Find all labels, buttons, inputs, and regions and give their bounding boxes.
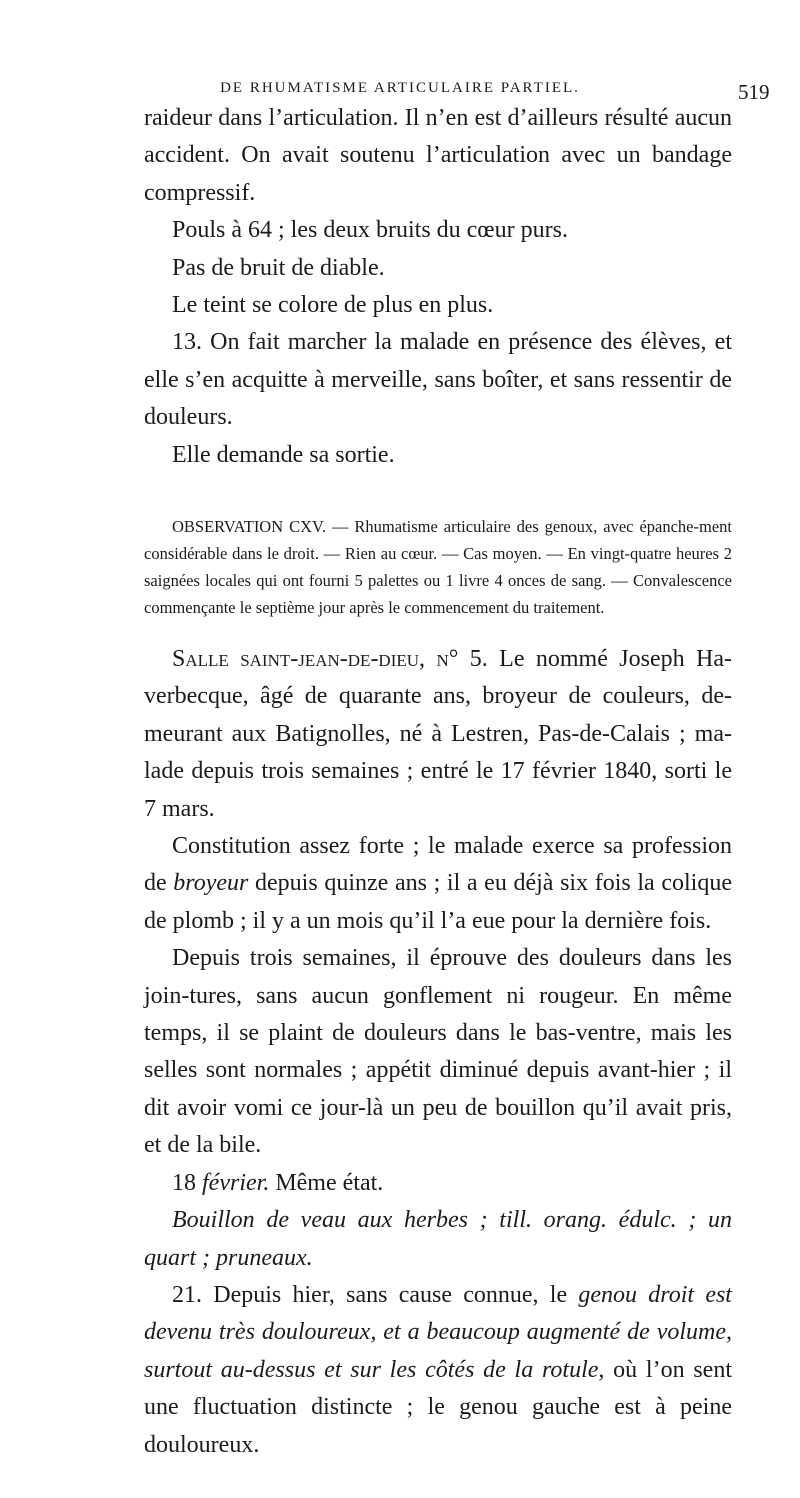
continuation-paragraph: raideur dans l’articulation. Il n’en est d’ailleurs résulté aucun accident. On avait soutenu l’articulation avec un bandage compressif.	[144, 105, 732, 206]
bruit-line: Pas de bruit de diable.	[172, 254, 385, 281]
day-21-paragraph: 21. Depuis hier, sans cause connue, le genou droit est devenu très douloureux, et a beaucoup augmenté de volume, surtout au-dessus et sur les côtés de la rotule, où l’on sent une fluctuation distincte ; le genou gauche est à peine douloureux.	[144, 1281, 732, 1458]
observation-text: — Rhumatisme articulaire des genoux, avec épanche-ment considérable dans le droit. — Rien au cœur. — Cas moyen. — En vingt-quatre heures 2 saignées locales qui ont fourni 5 palettes ou 1 livre 4 onces de sang. — Convalescence commençante le septième jour après le commencement du traitement.	[144, 517, 732, 617]
sortie-line: Elle demande sa sortie.	[172, 441, 395, 468]
symptoms-paragraph: Depuis trois semaines, il éprouve des douleurs dans les join-tures, sans aucun gonflement ni rougeur. En même temps, il se plaint de douleurs dans le bas-ventre, mais les selles sont normales ; appétit diminué depuis avant-hier ; il dit avoir vomi ce jour-là un peu de bouillon qu’il avait pris, et de la bile.	[144, 945, 732, 1159]
observation-note	[144, 513, 732, 621]
prescription-line: Bouillon de veau aux herbes ; till. orang. édulc. ; un quart ; pruneaux.	[144, 1207, 732, 1271]
day-13-paragraph: 13. On fait marcher la malade en présence des élèves, et elle s’en acquitte à merveille, sans boîter, et sans ressentir de douleurs.	[144, 329, 732, 431]
page-number: 519	[738, 80, 770, 104]
section-2	[144, 641, 732, 1464]
salle-label: Salle saint-jean-de-dieu, n° 5.	[172, 646, 488, 672]
teint-line: Le teint se colore de plus en plus.	[172, 292, 494, 319]
pouls-line: Pouls à 64 ; les deux bruits du cœur purs.	[172, 217, 568, 244]
running-head: DE RHUMATISME ARTICULAIRE PARTIEL.	[220, 80, 580, 96]
constitution-paragraph: Constitution assez forte ; le malade exerce sa profession de broyeur depuis quinze ans ; il a eu déjà six fois la colique de plomb ; il y a un mois qu’il l’a eue pour la dernière fois.	[144, 833, 732, 934]
section-1	[144, 100, 732, 474]
observation-label: OBSERVATION CXV.	[172, 517, 326, 536]
patient-intro: Le nommé Joseph Ha-verbecque, âgé de quarante ans, broyeur de couleurs, de-meurant aux Batignolles, né à Lestren, Pas-de-Calais ; ma-lade depuis trois semaines ; entré le 17 février 1840, sorti le 7 mars.	[144, 646, 733, 822]
february-18-line: 18 février. Même état.	[172, 1169, 384, 1196]
